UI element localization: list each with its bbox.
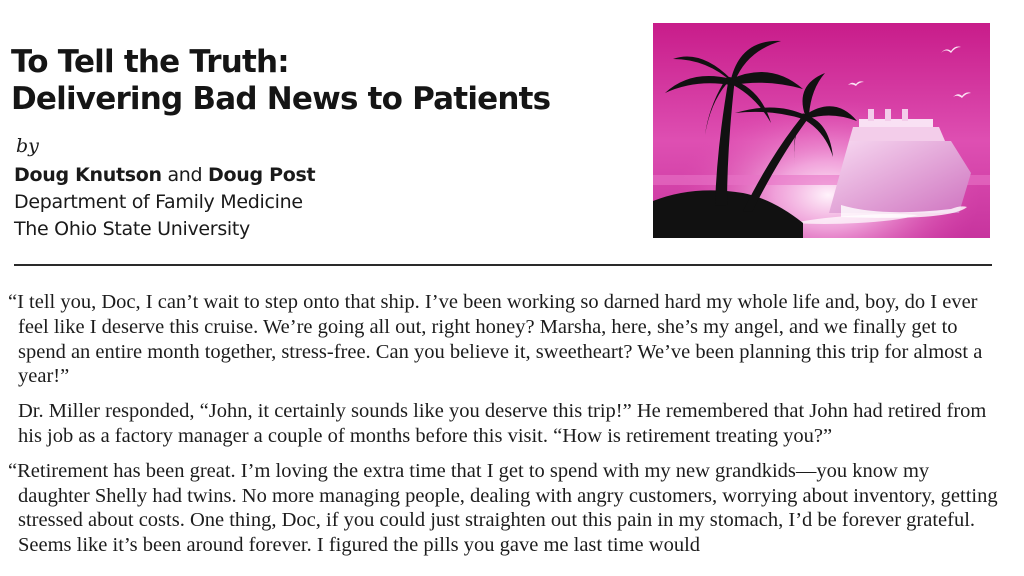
affiliation-department: Department of Family Medicine	[14, 191, 303, 213]
article-title	[11, 44, 550, 118]
byline: by	[16, 135, 39, 157]
authors-line	[14, 162, 315, 188]
title-line-2: Delivering Bad News to Patients	[11, 81, 551, 117]
affiliation-university: The Ohio State University	[14, 218, 250, 240]
author-1: Doug Knutson	[14, 164, 162, 186]
section-divider	[14, 264, 992, 266]
paragraph: “Retirement has been great. I’m loving the extra time that I get to spend with my new grandkids—you know my daughter Shelly had twins. No more managing people, dealing with angry customers, worrying about inventory, getting stressed about costs. One thing, Doc, if you could just straighten out this pain in my stomach, I’d be forever grateful. Seems like it’s been around forever. I figured the pills you gave me last time would	[8, 459, 998, 557]
author-conjunction: and	[161, 164, 209, 186]
paragraph: Dr. Miller responded, “John, it certainly sounds like you deserve this trip!” He remembered that John had retired from his job as a factory manager a couple of months before this visit. “How is retirement treating you?”	[18, 400, 987, 447]
paragraph: “I tell you, Doc, I can’t wait to step onto that ship. I’ve been working so darned hard my whole life and, boy, do I ever feel like I deserve this cruise. We’re going all out, right honey? Marsha, here, she’s my angel, and we finally get to spend an entire month together, stress-free. Can you believe it, sweetheart? We’ve been planning this trip for almost a year!”	[8, 291, 983, 388]
title-line-1: To Tell the Truth:	[11, 44, 289, 80]
author-2: Doug Post	[208, 164, 316, 186]
tropical-cruise-illustration	[653, 23, 990, 238]
article-body	[8, 290, 998, 568]
